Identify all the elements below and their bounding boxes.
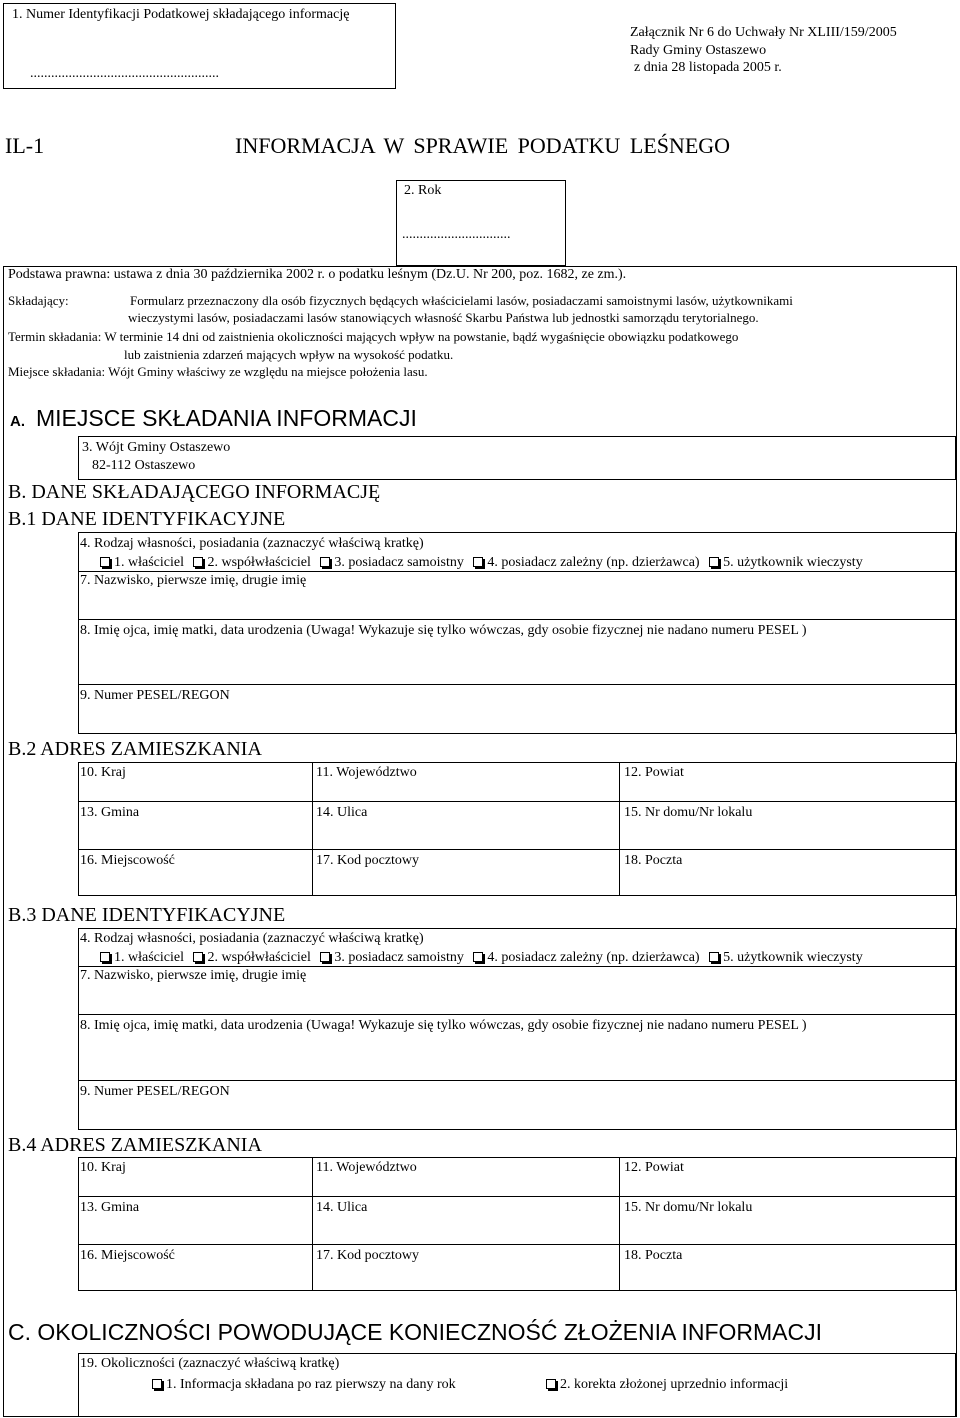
b1-name-label: 7. Nazwisko, pierwsze imię, drugie imię: [80, 573, 307, 588]
b2-col-divider: [619, 762, 620, 896]
b3-opt-independent[interactable]: 3. posiadacz samoistny: [314, 949, 463, 966]
b3-opt-dependent[interactable]: 4. posiadacz zależny (np. dzierżawca): [467, 949, 699, 966]
form-code: IL-1: [5, 133, 45, 158]
b4-post-label: 18. Poczta: [624, 1248, 683, 1263]
nip-input[interactable]: ......................................................: [30, 66, 219, 81]
checkbox-icon[interactable]: [709, 952, 719, 962]
b4-street-label: 14. Ulica: [316, 1200, 368, 1215]
b4-row-divider: [78, 1196, 956, 1197]
b1-pesel-label: 9. Numer PESEL/REGON: [80, 688, 230, 703]
b3-divider: [78, 1014, 956, 1015]
legal-basis: Podstawa prawna: ustawa z dnia 30 października 2002 r. o podatku leśnym (Dz.U. Nr 200, poz. 1682, ze zm.).: [8, 267, 627, 282]
b1-parents-label: 8. Imię ojca, imię matki, data urodzenia (Uwaga! Wykazuje się tylko wówczas, gdy osobie fizycznej nie nadano numeru PESEL ): [80, 623, 807, 638]
b2-county-label: 12. Powiat: [624, 765, 684, 780]
b4-postcode-label: 17. Kod pocztowy: [316, 1248, 420, 1263]
b1-divider: [78, 684, 956, 685]
submitter-line2: wieczystymi lasów, posiadaczami lasów stanowiących własność Skarbu Państwa lub jednostki samorządu terytorialnego.: [128, 310, 759, 325]
deadline-line1: Termin składania: W terminie 14 dni od zaistnienia okoliczności mających wpływ na powstanie, bądź wygaśnięcie obowiązku podatkowego: [8, 329, 739, 344]
section-c-label: 19. Okoliczności (zaznaczyć właściwą kratkę): [80, 1356, 340, 1371]
year-label: 2. Rok: [404, 183, 442, 198]
checkbox-icon[interactable]: [473, 952, 483, 962]
deadline-line2: lub zaistnienia zdarzeń mających wpływ na wysokość podatku.: [124, 347, 454, 362]
b4-col-divider: [619, 1157, 620, 1291]
annex-line3: z dnia 28 listopada 2005 r.: [634, 60, 782, 75]
b3-pesel-label: 9. Numer PESEL/REGON: [80, 1084, 230, 1099]
nip-label: 1. Numer Identyfikacji Podatkowej składającego informację: [12, 7, 350, 22]
b2-row-divider: [78, 801, 956, 802]
form-title: INFORMACJA W SPRAWIE PODATKU LEŚNEGO: [235, 133, 731, 158]
section-a-title: MIEJSCE SKŁADANIA INFORMACJI: [36, 405, 417, 431]
year-input[interactable]: ...............................: [402, 227, 511, 242]
b1-ownership-label: 4. Rodzaj własności, posiadania (zaznaczyć właściwą kratkę): [80, 536, 424, 551]
checkbox-icon[interactable]: [320, 557, 330, 567]
section-c-opt-correction[interactable]: 2. korekta złożonej uprzednio informacji: [540, 1376, 788, 1393]
b2-house-label: 15. Nr domu/Nr lokalu: [624, 805, 753, 820]
place-of-submission: Miejsce składania: Wójt Gminy właściwy ze względu na miejsce położenia lasu.: [8, 364, 428, 379]
b4-county-label: 12. Powiat: [624, 1160, 684, 1175]
b4-box: [78, 1157, 956, 1291]
b4-col-divider: [312, 1157, 313, 1291]
b2-country-label: 10. Kraj: [80, 765, 126, 780]
b2-commune-label: 13. Gmina: [80, 805, 140, 820]
checkbox-icon[interactable]: [546, 1379, 556, 1389]
b3-title: B.3 DANE IDENTYFIKACYJNE: [8, 904, 286, 926]
b1-divider: [78, 619, 956, 620]
checkbox-icon[interactable]: [193, 952, 203, 962]
b3-divider: [78, 1080, 956, 1081]
frame-left: [3, 382, 4, 1417]
b3-opt-coowner[interactable]: 2. współwłaściciel: [187, 949, 310, 966]
annex-line2: Rady Gminy Ostaszewo: [630, 43, 767, 58]
b1-opt-perpetual[interactable]: 5. użytkownik wieczysty: [703, 554, 863, 571]
b1-opt-owner[interactable]: 1. właściciel: [94, 554, 184, 571]
checkbox-icon[interactable]: [473, 557, 483, 567]
b4-town-label: 16. Miejscowość: [80, 1248, 175, 1263]
section-a-letter: A.: [10, 413, 25, 430]
b2-town-label: 16. Miejscowość: [80, 853, 175, 868]
b4-country-label: 10. Kraj: [80, 1160, 126, 1175]
b3-name-label: 7. Nazwisko, pierwsze imię, drugie imię: [80, 968, 307, 983]
b3-opt-owner[interactable]: 1. właściciel: [94, 949, 184, 966]
b2-col-divider: [312, 762, 313, 896]
b4-title: B.4 ADRES ZAMIESZKANIA: [8, 1134, 262, 1156]
b1-opt-dependent[interactable]: 4. posiadacz zależny (np. dzierżawca): [467, 554, 699, 571]
b1-opt-coowner[interactable]: 2. współwłaściciel: [187, 554, 310, 571]
b3-ownership-options: [94, 949, 863, 966]
section-a-address: 82-112 Ostaszewo: [92, 458, 196, 473]
submitter-line1: Formularz przeznaczony dla osób fizycznych będących właścicielami lasów, posiadaczami samoistnymi lasów, użytkownikami: [130, 293, 793, 308]
b4-commune-label: 13. Gmina: [80, 1200, 140, 1215]
checkbox-icon[interactable]: [709, 557, 719, 567]
b3-ownership-label: 4. Rodzaj własności, posiadania (zaznaczyć właściwą kratkę): [80, 931, 424, 946]
section-c-title: C. OKOLICZNOŚCI POWODUJĄCE KONIECZNOŚĆ ZŁOŻENIA INFORMACJI: [8, 1319, 823, 1345]
b3-opt-perpetual[interactable]: 5. użytkownik wieczysty: [703, 949, 863, 966]
b3-parents-label: 8. Imię ojca, imię matki, data urodzenia (Uwaga! Wykazuje się tylko wówczas, gdy osobie fizycznej nie nadano numeru PESEL ): [80, 1018, 807, 1033]
checkbox-icon[interactable]: [100, 557, 110, 567]
section-c-opt-first[interactable]: 1. Informacja składana po raz pierwszy na dany rok: [146, 1376, 456, 1393]
b2-title: B.2 ADRES ZAMIESZKANIA: [8, 738, 262, 760]
b2-post-label: 18. Poczta: [624, 853, 683, 868]
b2-box: [78, 762, 956, 896]
section-a-office: 3. Wójt Gminy Ostaszewo: [82, 440, 231, 455]
b2-street-label: 14. Ulica: [316, 805, 368, 820]
b1-opt-independent[interactable]: 3. posiadacz samoistny: [314, 554, 463, 571]
b4-voivodeship-label: 11. Województwo: [316, 1160, 417, 1175]
section-b-title: B. DANE SKŁADAJĄCEGO INFORMACJĘ: [8, 481, 381, 503]
frame-right: [956, 382, 957, 1417]
b2-postcode-label: 17. Kod pocztowy: [316, 853, 420, 868]
b2-voivodeship-label: 11. Województwo: [316, 765, 417, 780]
checkbox-icon[interactable]: [193, 557, 203, 567]
checkbox-icon[interactable]: [320, 952, 330, 962]
b1-title: B.1 DANE IDENTYFIKACYJNE: [8, 508, 286, 530]
submitter-label: Składający:: [8, 293, 69, 308]
checkbox-icon[interactable]: [100, 952, 110, 962]
b2-row-divider: [78, 849, 956, 850]
b1-ownership-options: [94, 554, 863, 571]
b4-house-label: 15. Nr domu/Nr lokalu: [624, 1200, 753, 1215]
b4-row-divider: [78, 1244, 956, 1245]
checkbox-icon[interactable]: [152, 1379, 162, 1389]
annex-line1: Załącznik Nr 6 do Uchwały Nr XLIII/159/2005: [630, 25, 897, 40]
